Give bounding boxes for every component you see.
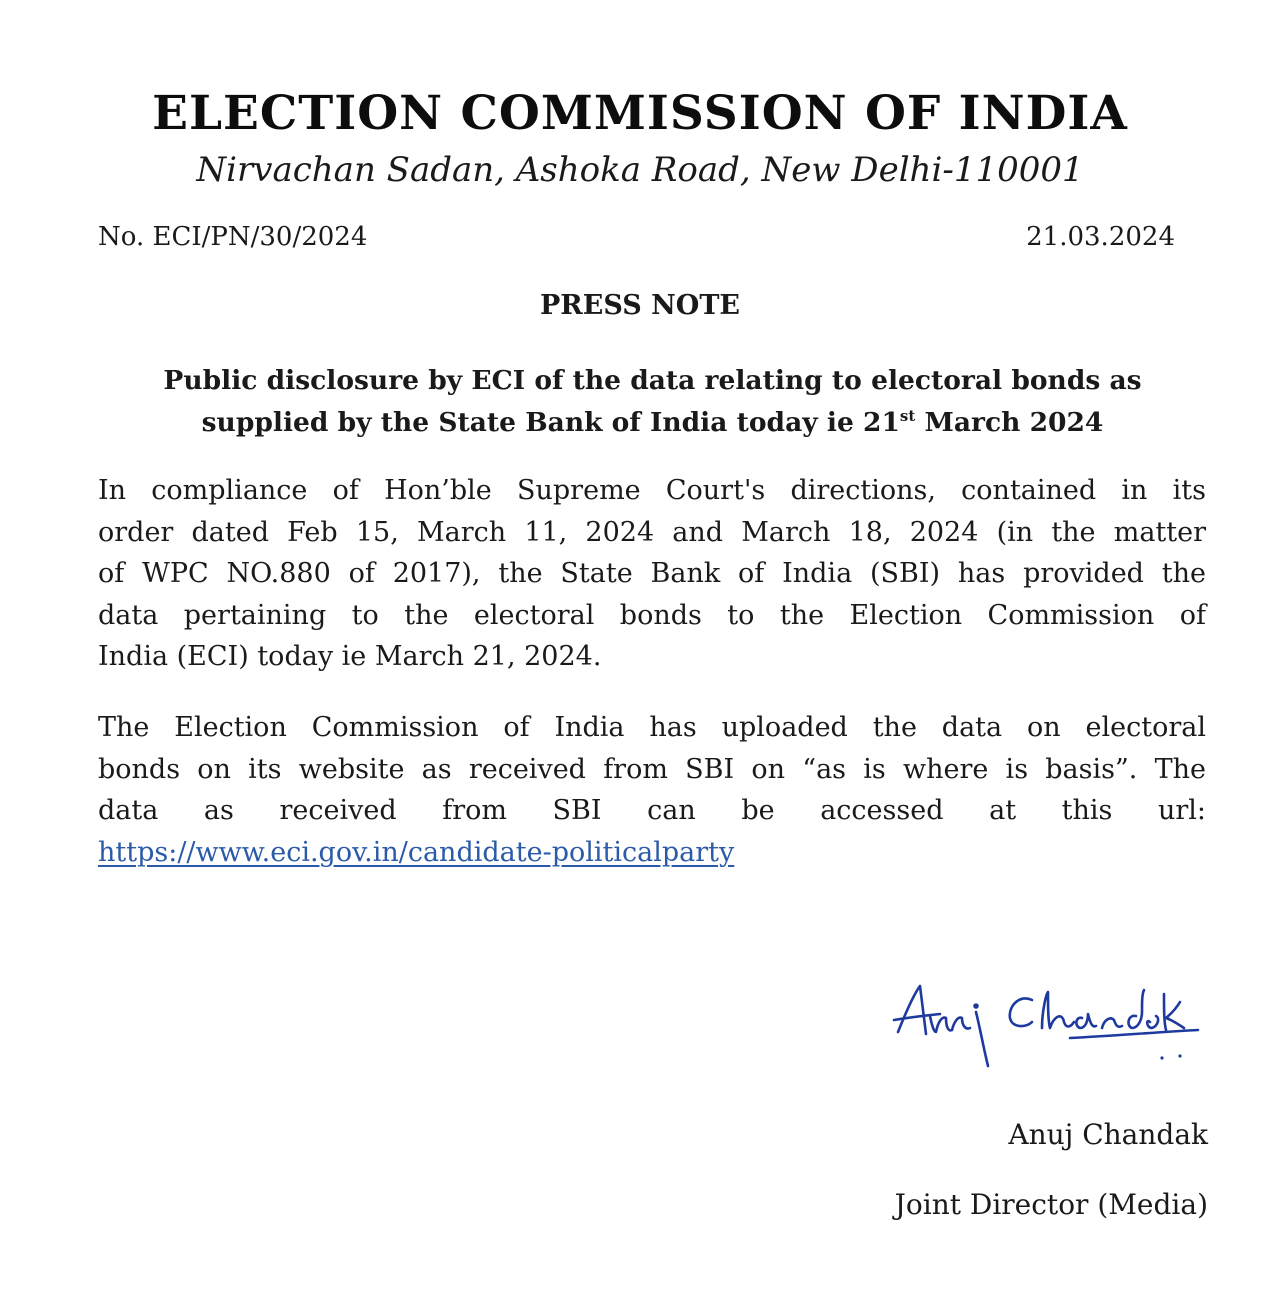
subject-line-2-end: March 2024 [915,407,1104,438]
subject-line-1: Public disclosure by ECI of the data relating to electoral bonds as [163,365,1142,396]
paragraph-line: data as received from SBI can be accessed at this url: [98,795,1206,826]
body-paragraph-2 [98,707,1206,873]
subject-line-2 [98,402,1207,444]
paragraph-line: India (ECI) today ie March 21, 2024. [98,641,602,672]
data-url-link[interactable]: https://www.eci.gov.in/candidate-politicalparty [98,836,735,868]
paragraph-line: bonds on its website as received from SBI on “as is where is basis”. The [98,753,1206,785]
subject-ordinal-suffix: st [899,407,916,426]
signatory-designation: Joint Director (Media) [894,1188,1208,1221]
handwritten-signature [880,972,1210,1082]
paragraph-line: data pertaining to the electoral bonds to the Election Commission of [98,599,1206,631]
paragraph-line [98,832,1206,874]
body-paragraph-1 [98,470,1206,678]
organization-address: Nirvachan Sadan, Ashoka Road, New Delhi-110001 [196,150,1084,190]
paragraph-line: of WPC NO.880 of 2017), the State Bank of India (SBI) has provided the [98,558,1206,589]
paragraph-line: The Election Commission of India has uploaded the data on electoral [98,712,1206,743]
paragraph-line: In compliance of Hon’ble Supreme Court's directions, contained in its [98,475,1206,506]
subject-line-2-text: supplied by the State Bank of India today ie 21 [201,407,900,438]
signatory-name: Anuj Chandak [1008,1118,1208,1151]
reference-row [98,222,1175,256]
reference-date: 21.03.2024 [1026,222,1175,252]
subject-heading [98,360,1207,444]
paragraph-line: order dated Feb 15, March 11, 2024 and March 18, 2024 (in the matter [98,516,1206,548]
reference-number: No. ECI/PN/30/2024 [98,222,368,252]
press-note-heading: PRESS NOTE [540,290,740,321]
organization-title: ELECTION COMMISSION OF INDIA [152,86,1128,141]
